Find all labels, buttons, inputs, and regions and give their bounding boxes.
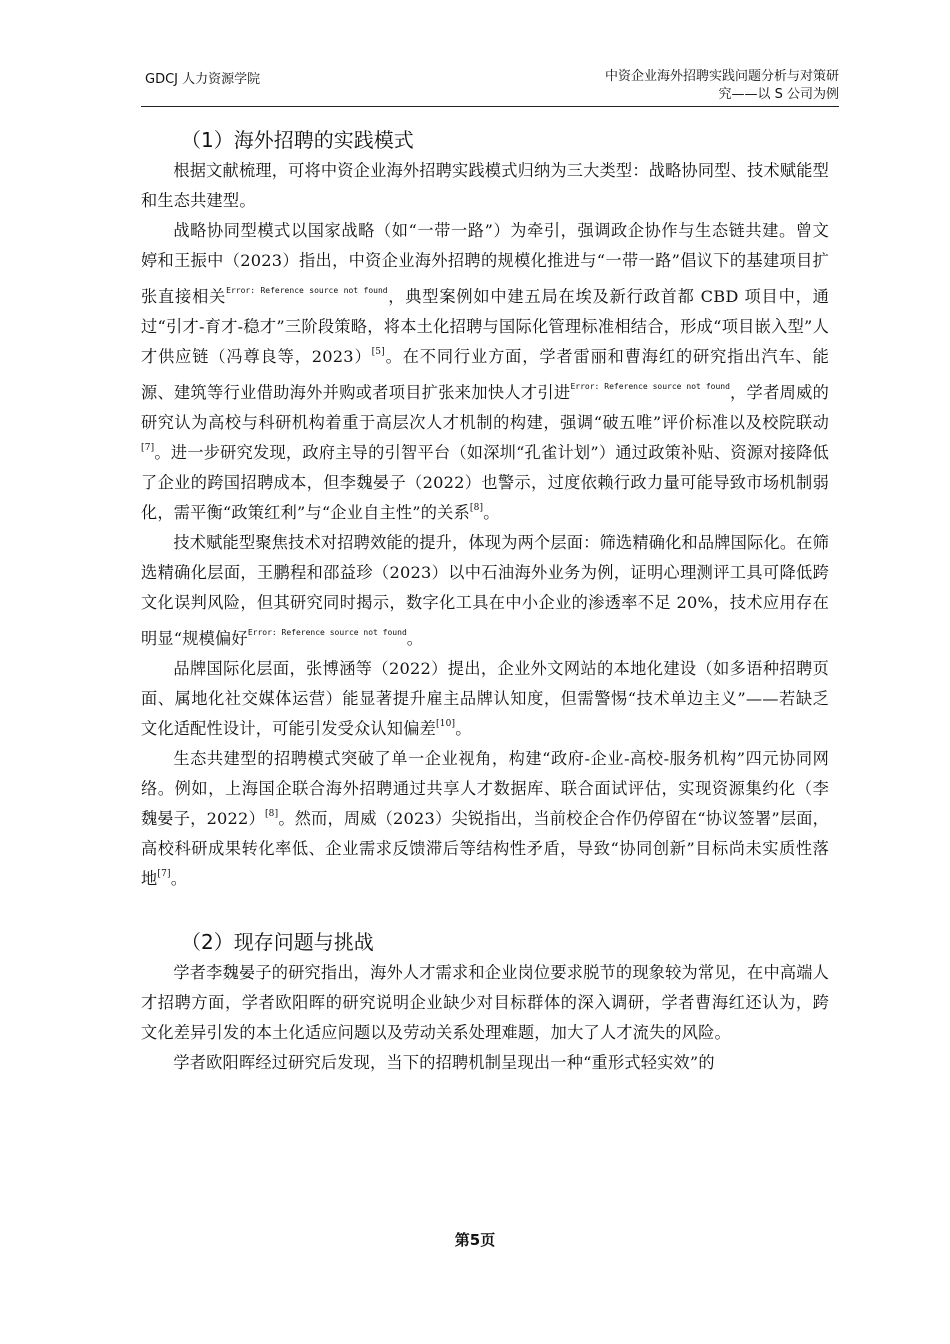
- header-rule: [141, 106, 839, 107]
- reference-error: Error: Reference source not found: [247, 628, 407, 637]
- section-heading: （1）海外招聘的实践模式: [181, 128, 414, 152]
- paragraph: 学者欧阳晖经过研究后发现，当下的招聘机制呈现出一种“重形式轻实效”的: [173, 1053, 715, 1072]
- citation: [8]: [264, 809, 279, 819]
- header-right: [539, 68, 839, 104]
- paragraph: 根据文献梳理，可将中资企业海外招聘实践模式归纳为三大类型：战略协同型、技术赋能型和生态共建型。: [141, 161, 829, 210]
- citation: [7]: [141, 443, 155, 453]
- citation: [8]: [469, 503, 484, 513]
- paragraph: 品牌国际化层面，张博涵等（2022）提出，企业外文网站的本地化建设（如多语种招聘页面、属地化社交媒体运营）能显著提升雇主品牌认知度，但需警惕“技术单边主义”——若缺乏文化适配性设计，可能引发受众认知偏差[10]。: [141, 659, 829, 738]
- paragraph: 学者李魏晏子的研究指出，海外人才需求和企业岗位要求脱节的现象较为常见，在中高端人才招聘方面，学者欧阳晖的研究说明企业缺少对目标群体的深入调研，学者曹海红还认为，跨文化差异引发的本土化适应问题以及劳动关系处理难题，加大了人才流失的风险。: [141, 963, 829, 1042]
- reference-error: Error: Reference source not found: [570, 382, 730, 391]
- paragraph: 技术赋能型聚焦技术对招聘效能的提升，体现为两个层面：筛选精确化和品牌国际化。在筛选精确化层面，王鹏程和邵益珍（2023）以中石油海外业务为例，证明心理测评工具可降低跨文化误判风险，但其研究同时揭示，数字化工具在中小企业的渗透率不足 20%，技术应用存在明显“规模偏好$^{Error: Reference source not found}$。: [141, 533, 829, 648]
- page-number: 第5页: [454, 1231, 496, 1249]
- header-right-line1: 中资企业海外招聘实践问题分析与对策研: [604, 69, 839, 84]
- paragraph: 生态共建型的招聘模式突破了单一企业视角，构建“政府-企业-高校-服务机构”四元协同网络。例如，上海国企联合海外招聘通过共享人才数据库、联合面试评估，实现资源集约化（李魏晏子，2022）[8]。然而，周威（2023）尖锐指出，当前校企合作仍停留在“协议签署”层面，高校科研成果转化率低、企业需求反馈滞后等结构性矛盾，导致“协同创新”目标尚未实质性落地[7]。: [141, 749, 829, 888]
- citation: [5]: [371, 347, 385, 357]
- citation: [10]: [435, 719, 456, 729]
- section-heading: （2）现存问题与挑战: [181, 930, 374, 954]
- header-right-line2: 究——以 S 公司为例: [718, 87, 839, 102]
- header-left: GDCJ 人力资源学院: [145, 72, 261, 87]
- citation: [7]: [157, 869, 171, 879]
- reference-error: Error: Reference source not found: [226, 286, 388, 295]
- main-content: [141, 118, 829, 1078]
- paragraph: 战略协同型模式以国家战略（如“一带一路”）为牵引，强调政企协作与生态链共建。曾文婷和王振中（2023）指出，中资企业海外招聘的规模化推进与“一带一路”倡议下的基建项目扩张直接相关$^{Error: Reference source not found}$，典型案例如中建五局在埃及新行政首都 CBD 项目中，通过“引才-育才-稳才”三阶段策略，将本土化招聘与国际化管理标准相结合，形成“项目嵌入型”人才供应链（冯尊良等，2023）[5]。在不同行业方面，学者雷丽和曹海红的研究指出汽车、能源、建筑等行业借助海外并购或者项目扩张来加快人才引进$^{Error: Reference source not found}$，学者周威的研究认为高校与科研机构着重于高层次人才机制的构建，强调“破五唯”评价标准以及校院联动[7]。进一步研究发现，政府主导的引智平台（如深圳“孔雀计划”）通过政策补贴、资源对接降低了企业的跨国招聘成本，但李魏晏子（2022）也警示，过度依赖行政力量可能导致市场机制弱化，需平衡“政策红利”与“企业自主性”的关系[8]。: [141, 221, 830, 522]
